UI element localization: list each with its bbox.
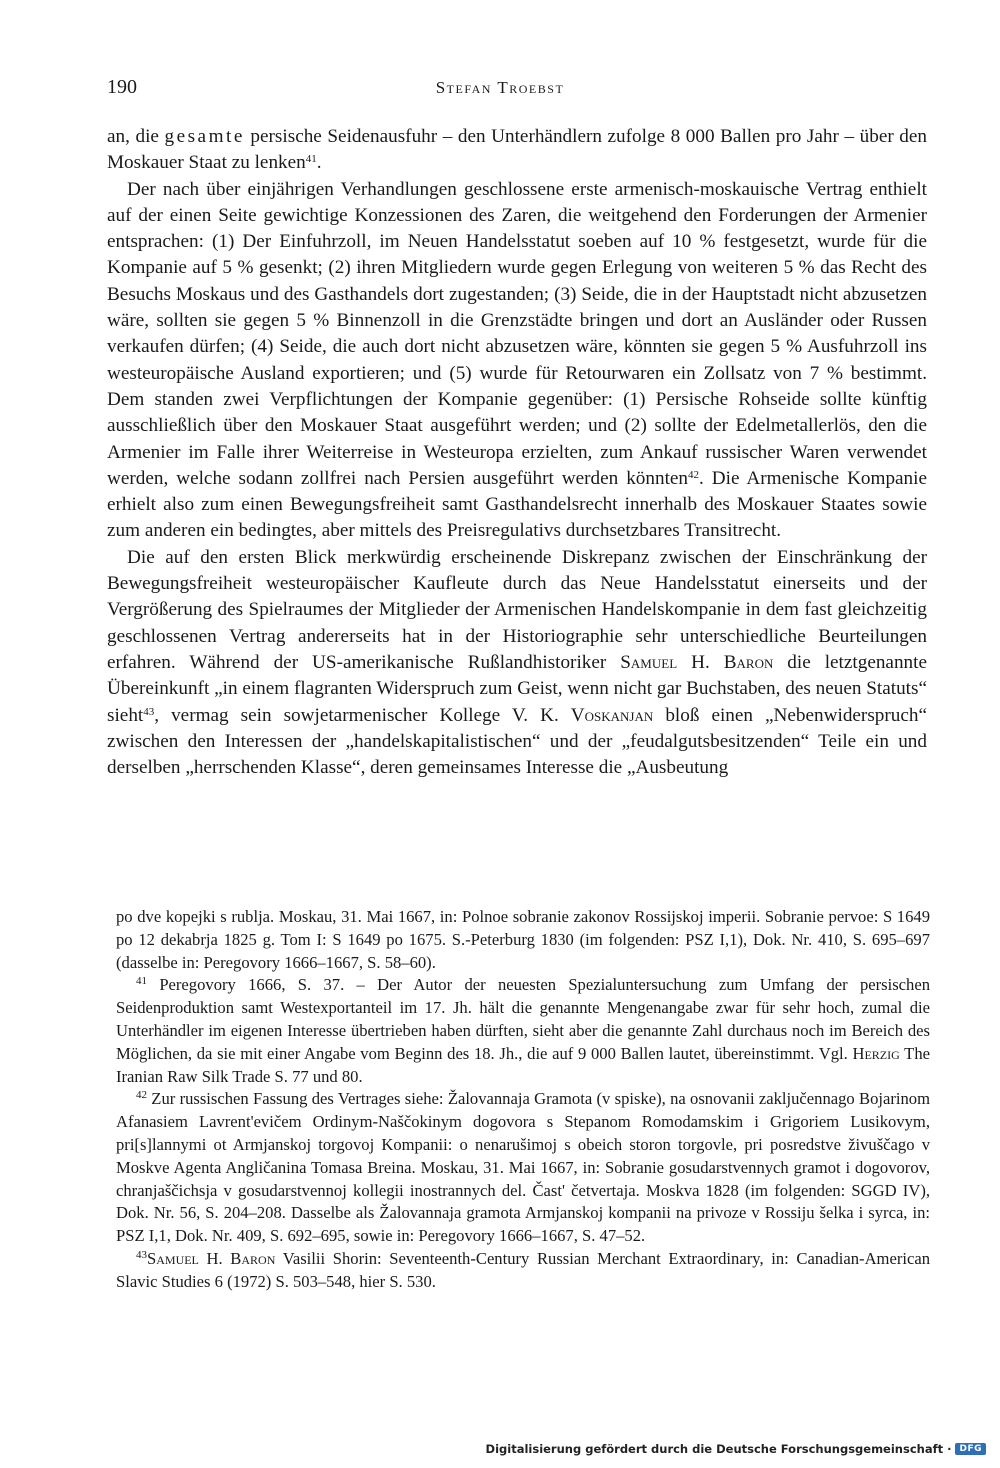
footnote-41 [116, 974, 930, 1088]
text-run: Die auf den ersten Blick merkwürdig erscheinende Diskrepanz zwischen der Einschränkung der Bewegungsfreiheit westeuropäischer Kaufleute durch das Neue Handelsstatut einerseits und der Vergrößerung des Spielraumes der Mitglieder der Armenischen Handelskompanie in dem fast gleichzeitig geschlossenen Vertrag andererseits hat in der Historiographie sehr unterschiedliche Beurteilungen erfahren. Während der US-amerikanische Rußlandhistoriker [107, 546, 927, 673]
footnote-number: 43 [136, 1248, 147, 1261]
footnote-text: Zur russischen Fassung des Vertrages siehe: Žalovannaja Gramota (v spiske), na osnovanii zaključennago Bojarinom Afanasiem Lavrent'evičem Ordinym-Naščokinym dogovora s Stepanom Romodamskim i Grigoriem Lusikovym, pri[s]lannymi ot Armjanskoj torgovoj Kompanii: o nenarušimoj s obeich storon torgovle, pri posredstve živuščago v Moskve Agenta Angličanina Tomasa Breina. Moskau, 31. Mai 1667, in: Sobranie gosudarstvennych gramot i dogovorov, chranjaščichsja v gosudarstvennoj kollegii inostrannych del. Čast' četvertaja. Moskva 1828 (im folgenden: SGGD IV), Dok. Nr. 56, S. 204–208. Dasselbe als Žalovannaja gramota Armjanskoj kompanii na privoze v Rossiju šelka i syrca, in: PSZ I,1, Dok. Nr. 409, S. 692–695, sowie in: Peregovory 1666–1667, S. 47–52. [116, 1089, 930, 1246]
footnote-number: 42 [136, 1089, 147, 1102]
text-run: , vermag sein sowjetarmenischer Kollege V. K. [154, 704, 571, 726]
paragraph-3 [107, 545, 927, 782]
footnote-ref-43[interactable]: 43 [143, 705, 155, 718]
footnote-text: Peregovory 1666, S. 37. – Der Autor der neuesten Spezialuntersuchung zum Umfang der persischen Seidenproduktion samt Westexportanteil im 17. Jh. hält die genannte Mengenangabe zwar für sehr hoch, zumal die Unterhändler im eigenen Interesse übertrieben haben dürften, sieht aber die genannte Zahl durchaus noch im Bereich des Möglichen, da sie mit einer Angabe vom Beginn des 18. Jh., die auf 9 000 Ballen lautet, übereinstimmt. Vgl. [116, 975, 930, 1063]
dfg-logo-icon: DFG [955, 1443, 986, 1455]
text-run: persische Seidenausfuhr – den Unterhändlern zufolge 8 000 Ballen pro Jahr – über den Moskauer Staat zu lenken [107, 126, 927, 174]
paragraph-1 [107, 124, 927, 177]
paragraph-2 [107, 177, 927, 545]
main-text [107, 124, 927, 781]
credit-text: Digitalisierung gefördert durch die Deutsche Forschungsgemeinschaft · [485, 1442, 952, 1456]
emphasized-word: gesamte [164, 126, 245, 147]
footnote-ref-41[interactable]: 41 [305, 153, 317, 166]
digitization-credit [486, 1442, 986, 1456]
text-run: Der nach über einjährigen Verhandlungen geschlossene erste armenisch-moskauische Vertrag enthielt auf der einen Seite gewichtige Konzessionen des Zaren, die weitgehend den Forderungen der Armenier entsprachen: (1) Der Einfuhrzoll, im Neuen Handelsstatut soeben auf 10 % festgesetzt, wurde für die Kompanie auf 5 % gesenkt; (2) ihren Mitgliedern wurde gegen Erlegung von weiteren 5 % das Recht des Besuchs Moskaus und des Gasthandels dort zugestanden; (3) Seide, die in der Hauptstadt nicht abzusetzen wäre, sollten sie gegen 5 % Binnenzoll in die Grenzstädte bringen und dort an Ausländer oder Russen verkaufen dürfen; (4) Seide, die auch dort nicht abzusetzen wäre, könnten sie gegen 5 % Ausfuhrzoll ins westeuropäische Ausland exportieren; und (5) wurde für Retourwaren ein Zollsatz von 7 % bestimmt. Dem standen zwei Verpflichtungen der Kompanie gegenüber: (1) Persische Rohseide sollte künftig ausschließlich über den Moskauer Staat ausgeführt werden; und (2) sollte der Edelmetallerlös, den die Armenier im Falle ihrer Weiterreise in Westeuropa erzielten, zum Ankauf russischer Waren verwendet werden, welche sodann zollfrei nach Persien ausgeführt werden könnten [107, 178, 927, 489]
footnote-number: 41 [136, 975, 147, 988]
author-name: Herzig [852, 1043, 900, 1063]
text-run: . Die Armenische Kompanie erhielt also zum einen Bewegungsfreiheit samt Gasthandelsrecht innerhalb des Moskauer Staates sowie zum anderen ein bedingtes, aber mittels des Preisregulativs durchsetzbares Transitrecht. [107, 467, 927, 542]
footnotes [116, 906, 930, 1294]
page-number: 190 [107, 76, 137, 98]
footnote-continuation: po dve kopejki s rublja. Moskau, 31. Mai 1667, in: Polnoe sobranie zakonov Rossijskoj imperii. Sobranie pervoe: S 1649 po 12 dekabrja 1825 g. Tom I: S 1649 po 1675. S.-Peterburg 1830 (im folgenden: PSZ I,1), Dok. Nr. 410, S. 695–697 (dasselbe in: Peregovory 1666–1667, S. 58–60). [116, 907, 930, 972]
text-run: . [316, 152, 322, 174]
author-name: Samuel H. Baron [147, 1248, 276, 1268]
author-name: Samuel H. Baron [620, 651, 774, 673]
text-run: an, die [107, 126, 165, 147]
footnote-text: The Iranian Raw Silk Trade S. 77 und 80. [116, 1043, 930, 1086]
author-name: Voskanjan [570, 704, 654, 726]
text-run: bloß einen „Nebenwiderspruch“ zwischen den Interessen der „handelskapitalistischen“ und der „feudalgutsbesitzenden“ Teile ein und derselben „herrschenden Klasse“, deren gemeinsames Interesse die „Ausbeutung [107, 704, 927, 779]
footnote-text: Vasilii Shorin: Seventeenth-Century Russian Merchant Extraordinary, in: Canadian-American Slavic Studies 6 (1972) S. 503–548, hier S. 530. [116, 1248, 930, 1291]
footnote-43 [116, 1248, 930, 1294]
text-run: die letztgenannte Übereinkunft „in einem flagranten Widerspruch zum Geist, wenn nicht gar Buchstaben, des neuen Statuts“ sieht [107, 651, 927, 726]
footnote-ref-42[interactable]: 42 [688, 468, 700, 481]
footnote-42 [116, 1088, 930, 1248]
running-head: Stefan Troebst [435, 78, 565, 97]
